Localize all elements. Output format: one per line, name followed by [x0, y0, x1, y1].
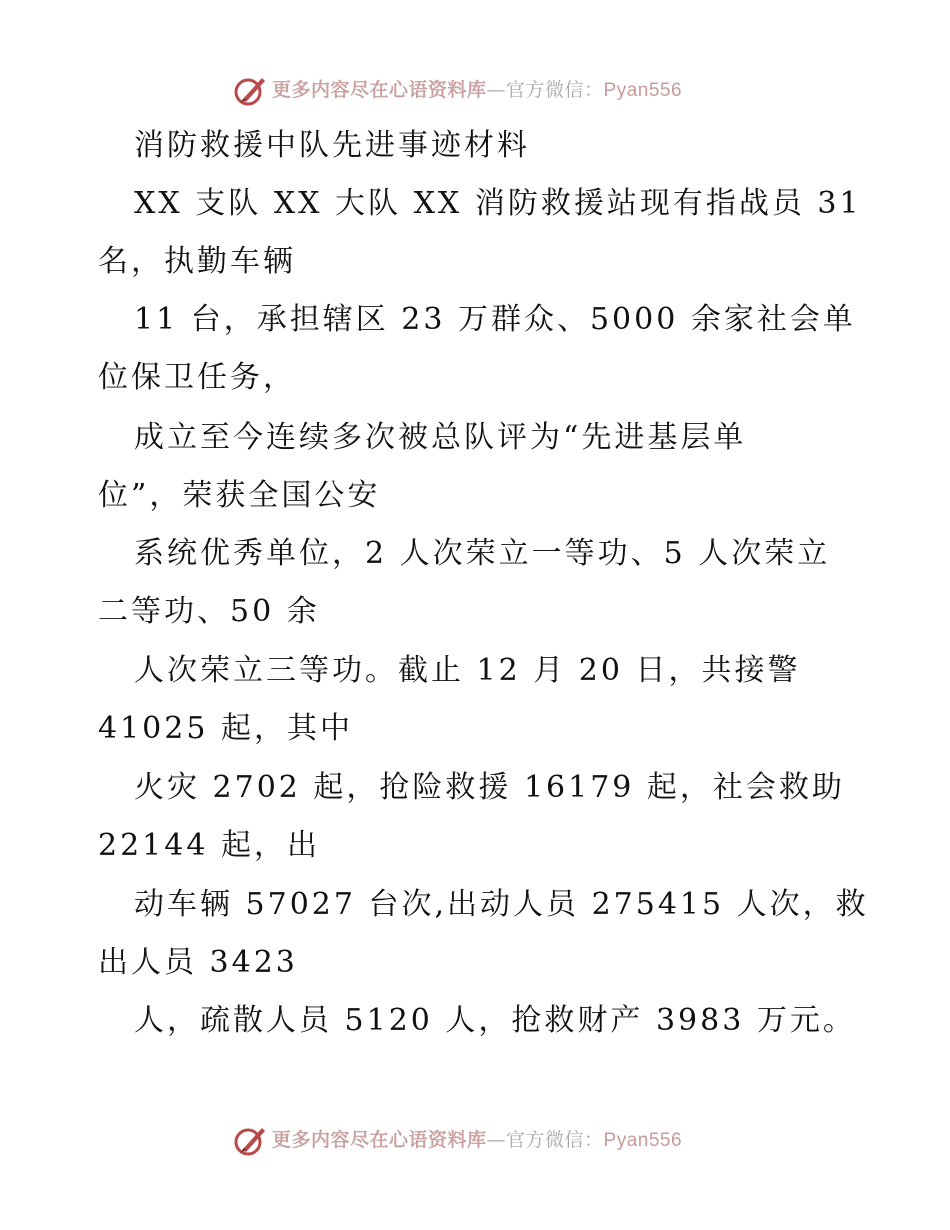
- paragraph-line: 火灾 2702 起，抢险救援 16179 起，社会救助: [134, 770, 845, 805]
- paragraph-line: 位”，荣获全国公安: [98, 478, 381, 513]
- paragraph-line: 位保卫任务，: [98, 360, 296, 395]
- header-banner-text: [272, 78, 682, 103]
- paragraph-line: 出人员 3423: [98, 945, 298, 980]
- header-wechat-id: Pyan556: [603, 80, 683, 101]
- header-brand-text: 更多内容尽在心语资料库: [272, 79, 487, 101]
- footer-banner: [0, 1120, 950, 1160]
- paragraph-line: 动车辆 57027 台次,出动人员 275415 人次，救: [134, 887, 869, 922]
- paragraph-line: 41025 起，其中: [98, 711, 353, 746]
- paragraph-line: 成立至今连续多次被总队评为“先进基层单: [134, 420, 747, 455]
- footer-wechat-id: Pyan556: [603, 1130, 683, 1151]
- paragraph-line: 二等功、50 余: [98, 594, 320, 629]
- footer-brand-text: 更多内容尽在心语资料库: [272, 1129, 487, 1151]
- quill-pen-logo-icon: [232, 72, 268, 108]
- paragraph-line: 11 台，承担辖区 23 万群众、5000 余家社会单: [134, 302, 856, 337]
- paragraph-line: 22144 起，出: [98, 828, 320, 863]
- header-banner: [0, 70, 950, 110]
- paragraph-line: 系统优秀单位，2 人次荣立一等功、5 人次荣立: [134, 536, 831, 571]
- paragraph-line: 人，疏散人员 5120 人，抢救财产 3983 万元。: [134, 1003, 856, 1038]
- footer-wechat-label: —官方微信：: [486, 1129, 604, 1151]
- footer-banner-text: [272, 1128, 682, 1153]
- paragraph-line: 名，执勤车辆: [98, 244, 296, 279]
- paragraph-line: 人次荣立三等功。截止 12 月 20 日，共接警: [134, 653, 801, 688]
- document-title: 消防救援中队先进事迹材料: [134, 128, 530, 163]
- header-wechat-label: —官方微信：: [486, 79, 604, 101]
- quill-pen-logo-icon: [232, 1122, 268, 1158]
- paragraph-line: XX 支队 XX 大队 XX 消防救援站现有指战员 31: [134, 186, 862, 221]
